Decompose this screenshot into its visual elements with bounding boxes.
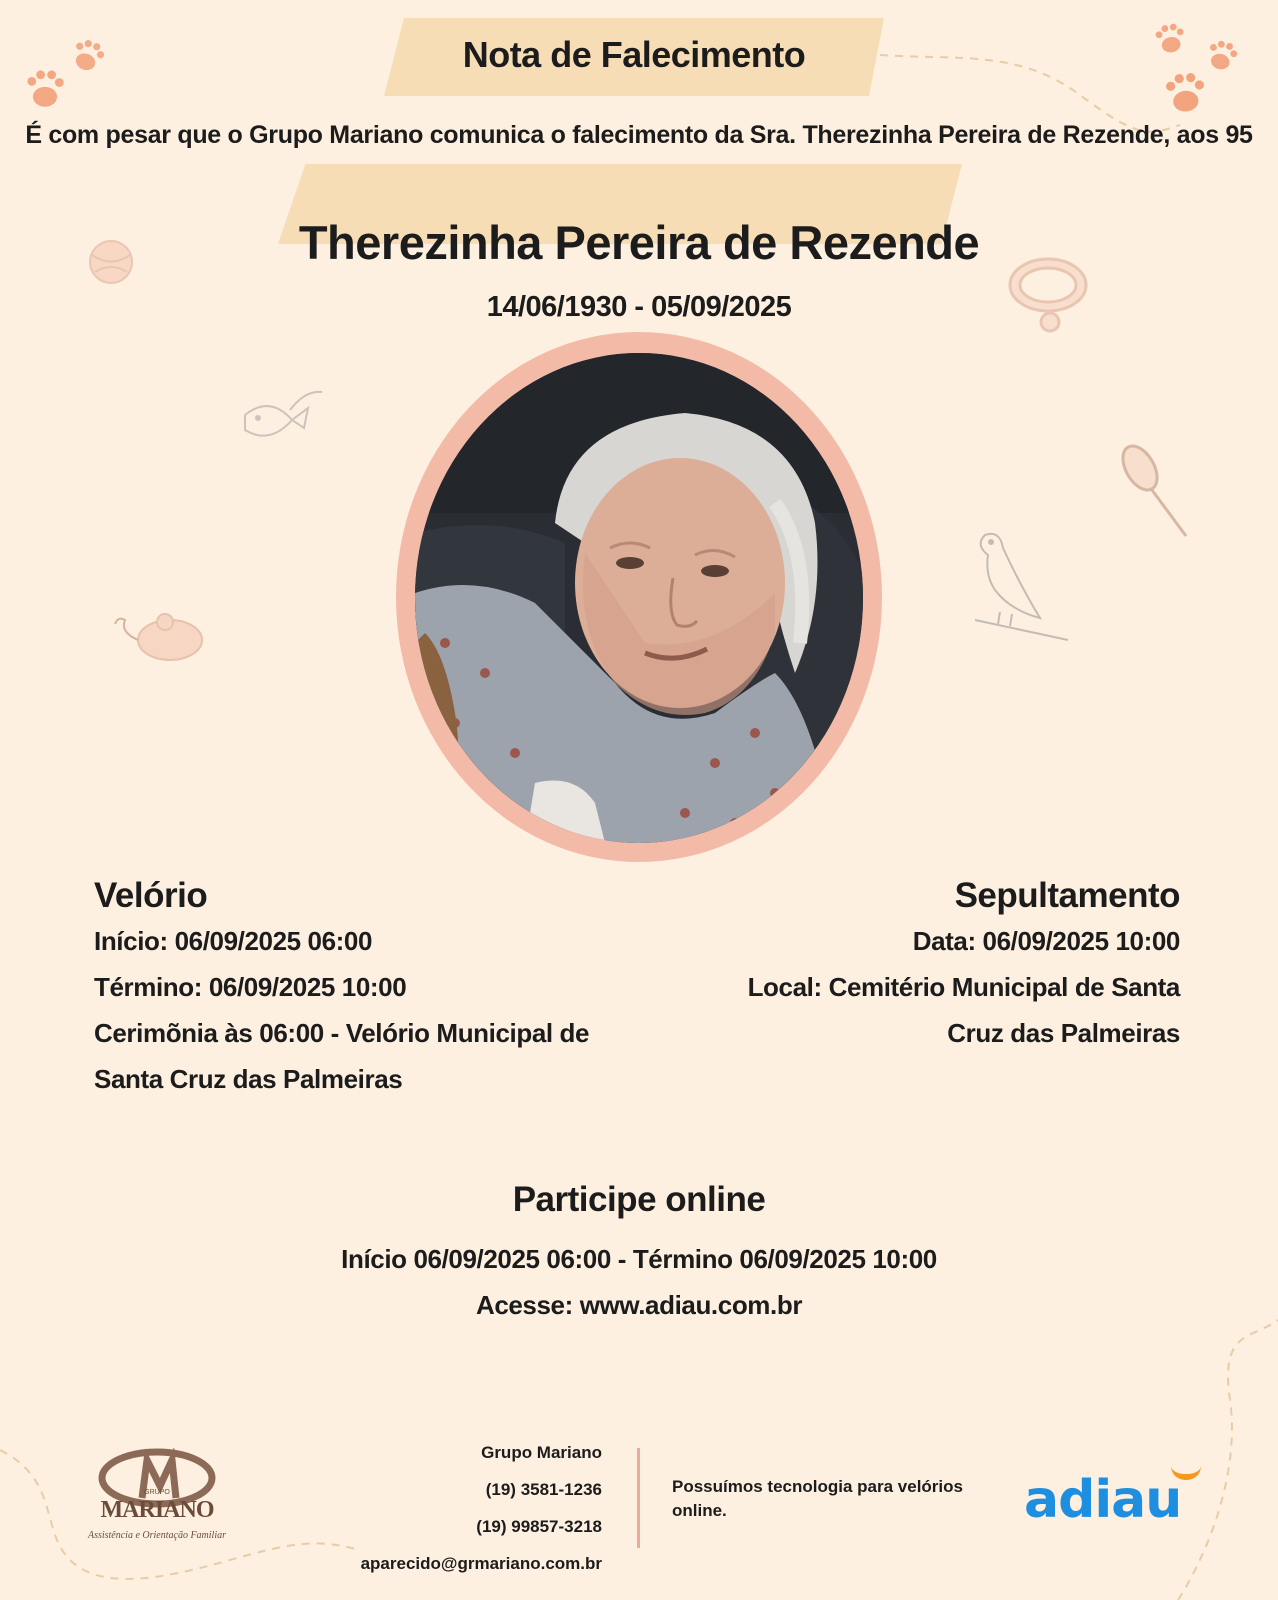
brush-icon xyxy=(1116,440,1186,536)
velorio-start: Início: 06/09/2025 06:00 xyxy=(94,926,373,956)
paw-icon xyxy=(1205,38,1239,72)
paw-icon xyxy=(1154,22,1186,54)
online-access-link[interactable]: Acesse: www.adiau.com.br xyxy=(475,1290,803,1320)
online-section xyxy=(0,1180,1278,1328)
online-schedule: Início 06/09/2025 06:00 - Término 06/09/2025 10:00 xyxy=(341,1244,937,1274)
paw-icon xyxy=(1165,72,1206,113)
sepultamento-section xyxy=(660,876,1180,1056)
bird-icon xyxy=(975,534,1068,640)
contact-block xyxy=(320,1434,602,1582)
company-name: Grupo Mariano xyxy=(481,1443,602,1462)
logo-main-text: MARIANO xyxy=(100,1497,214,1523)
logo-tagline: Assistência e Orientação Familiar xyxy=(87,1530,227,1541)
deceased-name: Therezinha Pereira de Rezende xyxy=(298,216,980,269)
grupo-mariano-logo xyxy=(72,1448,242,1548)
velorio-end: Término: 06/09/2025 10:00 xyxy=(94,972,407,1002)
velorio-ceremony: Cerimõnia às 06:00 - Velório Municipal de Santa Cruz das Palmeiras xyxy=(94,1018,590,1094)
sepultamento-heading: Sepultamento xyxy=(954,876,1180,915)
logo-small-text: GRUPO xyxy=(144,1489,170,1496)
portrait-photo xyxy=(415,353,863,843)
online-heading: Participe online xyxy=(512,1180,766,1219)
intro-text: É com pesar que o Grupo Mariano comunica o falecimento da Sra. Therezinha Pereira de Rezende, aos 95 xyxy=(25,121,1253,149)
paw-icon xyxy=(27,70,63,106)
sepultamento-date: Data: 06/09/2025 10:00 xyxy=(912,926,1180,956)
life-dates: 14/06/1930 - 05/09/2025 xyxy=(486,291,792,323)
mouse-toy-icon xyxy=(115,614,202,660)
dashed-curve-bottom-right xyxy=(1178,1320,1278,1600)
adiau-logo: adiau xyxy=(1024,1470,1182,1530)
velorio-section xyxy=(94,876,634,1102)
page-title: Nota de Falecimento xyxy=(462,34,806,75)
fish-icon xyxy=(245,392,322,436)
phone-1[interactable]: (19) 3581-1236 xyxy=(485,1480,602,1499)
paw-icon xyxy=(69,37,107,75)
phone-2[interactable]: (19) 99857-3218 xyxy=(476,1517,602,1536)
footer-divider xyxy=(637,1448,640,1548)
sepultamento-location: Local: Cemitério Municipal de Santa Cruz das Palmeiras xyxy=(747,972,1180,1048)
tech-note: Possuímos tecnologia para velórios online. xyxy=(672,1477,963,1520)
velorio-heading: Velório xyxy=(94,876,208,915)
email-link[interactable]: aparecido@grmariano.com.br xyxy=(360,1554,602,1573)
